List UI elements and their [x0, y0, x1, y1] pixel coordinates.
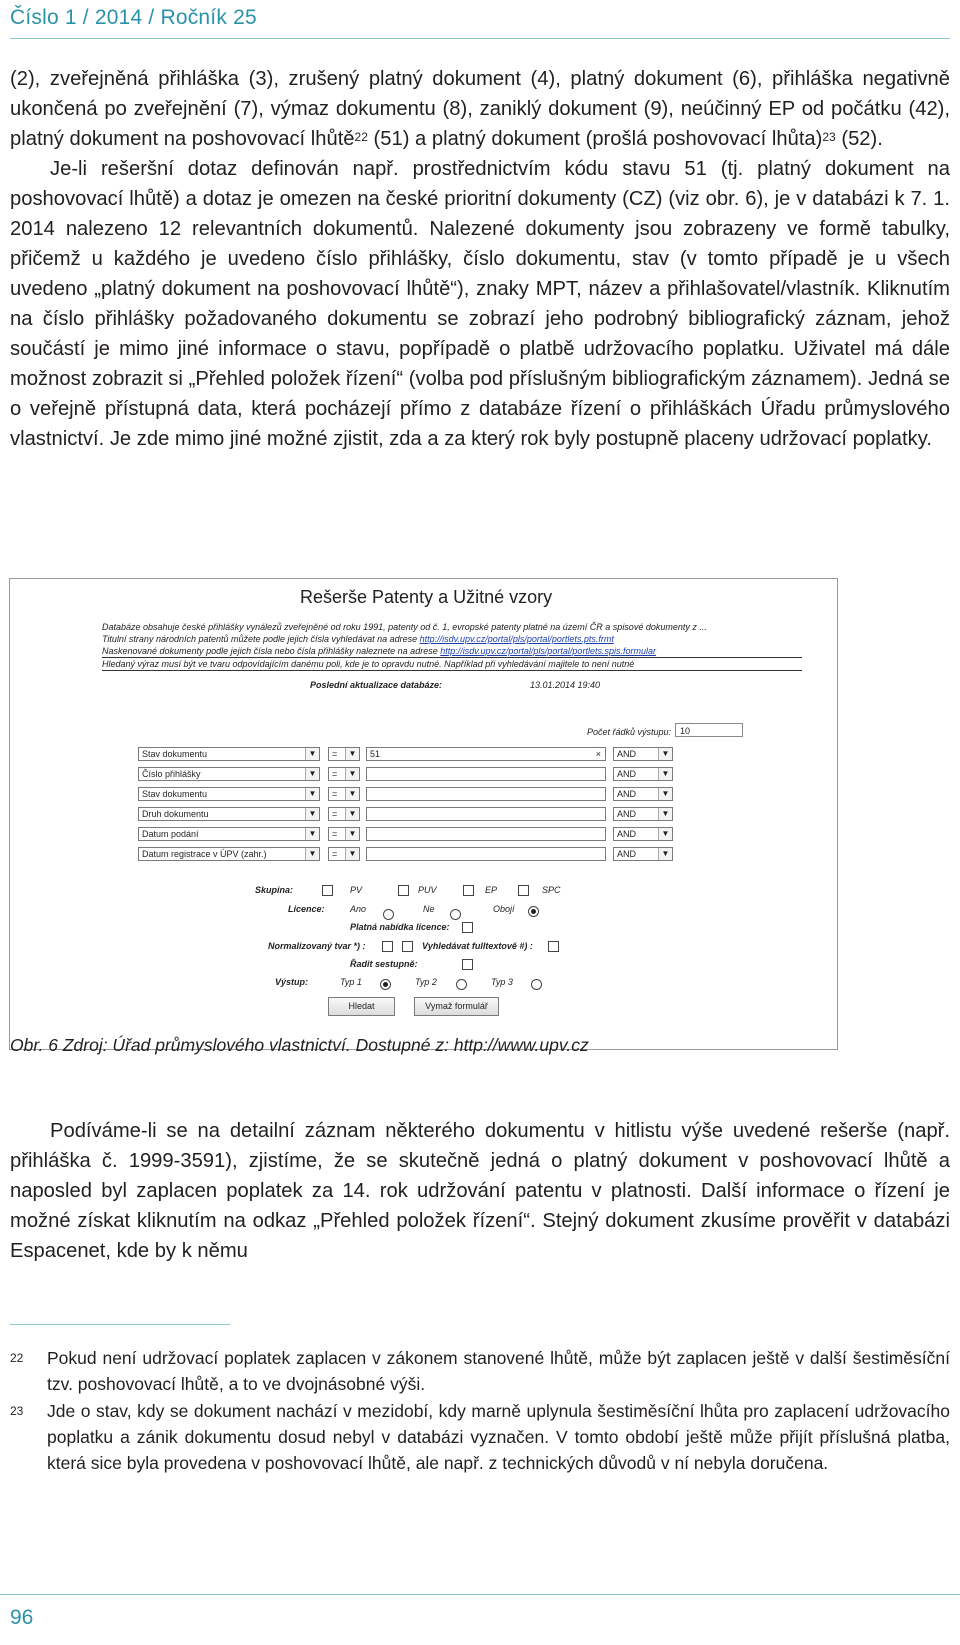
value-input[interactable] [366, 807, 606, 821]
p1b-text: (51) a platný dokument (prošlá poshovovací lhůta) [367, 128, 823, 150]
operator-select[interactable]: = ▼ [328, 807, 360, 821]
logic-select[interactable]: AND ▼ [613, 767, 673, 781]
running-header [10, 6, 950, 30]
value-input[interactable] [366, 767, 606, 781]
value-input[interactable] [366, 787, 606, 801]
field-select[interactable]: Stav dokumentu ▼ [138, 787, 320, 801]
paragraph-detail-record [10, 1116, 950, 1266]
licence-both-radio[interactable] [528, 906, 539, 917]
chevron-down-icon: ▼ [658, 768, 672, 780]
output-type1-radio[interactable] [380, 979, 391, 990]
output-type3-radio[interactable] [531, 979, 542, 990]
logic-select[interactable]: AND ▼ [613, 807, 673, 821]
journal-issue-title: Číslo 1 / 2014 / Ročník 25 [10, 6, 257, 29]
licence-yes-label: Ano [350, 904, 367, 914]
rows-count-input[interactable]: 10 [675, 723, 743, 737]
info-link-1[interactable]: http://isdv.upv.cz/portal/pls/portal/portlets.pts.frmt [419, 634, 614, 644]
last-update-label: Poslední aktualizace databáze: [310, 680, 443, 690]
group-ep-label: EP [485, 885, 498, 895]
header-rule [10, 38, 950, 39]
value-input[interactable] [366, 847, 606, 861]
footnote-ref-22[interactable]: 22 [354, 130, 368, 144]
paragraph-search-example: Je-li rešeršní dotaz definován např. prostřednictvím kódu stavu 51 (tj. platný dokument na poshovovací lhůtě) a dotaz je omezen na české prioritní dokumenty (CZ) (viz obr. 6), je v databázi k 7. 1. 2014 nalezeno 12 relevantních dokumentů. Nalezené dokumenty jsou zobrazeny ve formě tabulky, přičemž u každého je uvedeno číslo přihlášky, číslo dokumentu, stav (v tomto případě je u všech uvedeno „platný dokument na poshovovací lhůtě“), znaky MPT, název a přihlašovatel/vlastník. Kliknutím na číslo přihlášky požadovaného dokumentu se zobrazí jeho podrobný bibliografický záznam, jehož součástí je mimo jiné informace o stavu, popřípadě o platbě udržovacího poplatku. Uživatel má dále možnost zobrazit si „Přehled položek řízení“ (volba pod příslušným bibliografickým záznamem). Jedná se o veřejně přístupná data, která pocházejí přímo z databáze řízení o přihláškách Úřadu průmyslového vlastnictví. Je zde mimo jiné možné zjistit, zda a za který rok byly postupně placeny udržovací poplatky. [10, 158, 950, 450]
paragraph-status-codes [10, 64, 950, 454]
fulltext-label: Vyhledávat fulltextově #) : [422, 941, 533, 951]
group-spc-label: SPC [542, 885, 561, 895]
group-label: Skupina: [255, 885, 294, 895]
chevron-down-icon: ▼ [305, 808, 319, 820]
paragraph-detail-text: Podíváme-li se na detailní záznam některého dokumentu v hitlistu výše uvedené rešerše (např. přihláška č. 1999-3591), zjistíme, že se skutečně jedná o platný dokument v poshovovací lhůtě a naposled byl zaplacen poplatek za 14. rok udržování patentu v platnosti. Další informace o řízení je možné získat kliknutím na odkaz „Přehled položek řízení“. Stejný dokument zkusíme prověřit v databázi Espacenet, kde by k němu [10, 1120, 950, 1262]
form-title: Rešerše Patenty a Užitné vzory [300, 587, 553, 607]
output-type2-radio[interactable] [456, 979, 467, 990]
chevron-down-icon: ▼ [345, 828, 359, 840]
field-select[interactable]: Druh dokumentu ▼ [138, 807, 320, 821]
output-type2-label: Typ 2 [415, 977, 437, 987]
output-type3-label: Typ 3 [491, 977, 513, 987]
output-type1-label: Typ 1 [340, 977, 362, 987]
clear-form-button[interactable]: Vymaž formulář [414, 997, 499, 1016]
clear-icon[interactable]: × [595, 749, 601, 759]
fulltext-option-checkbox[interactable] [548, 941, 559, 952]
chevron-down-icon: ▼ [305, 848, 319, 860]
chevron-down-icon: ▼ [305, 828, 319, 840]
operator-select[interactable]: = ▼ [328, 787, 360, 801]
value-input[interactable]: 51 × [366, 747, 606, 761]
normalized-form-checkbox[interactable] [382, 941, 393, 952]
valid-licence-offer-checkbox[interactable] [462, 922, 473, 933]
info-line-3: Naskenované dokumenty podle jejich čísla nebo čísla přihlášky naleznete na adrese [102, 646, 441, 656]
footnote-number: 22 [10, 1351, 24, 1365]
field-select[interactable]: Datum podání ▼ [138, 827, 320, 841]
licence-yes-radio[interactable] [383, 909, 394, 920]
chevron-down-icon: ▼ [658, 828, 672, 840]
operator-select[interactable]: = ▼ [328, 847, 360, 861]
info-link-2[interactable]: http://isdv.upv.cz/portal/pls/portal/portlets.spis.formular [440, 646, 656, 656]
rows-count-label: Počet řádků výstupu: [587, 727, 672, 737]
output-label: Výstup: [275, 977, 309, 987]
logic-select[interactable]: AND ▼ [613, 847, 673, 861]
footnote-ref-23[interactable]: 23 [822, 130, 836, 144]
chevron-down-icon: ▼ [658, 788, 672, 800]
last-update-value: 13.01.2014 19:40 [530, 680, 601, 690]
group-spc-checkbox[interactable] [518, 885, 529, 896]
info-line-1: Databáze obsahuje české přihlášky vynálezů zveřejněné od roku 1991, patenty od č. 1, evropské patenty platné na území ČR a spisové dokumenty z ... [102, 622, 707, 632]
search-form-screenshot [9, 578, 838, 1050]
footer-rule [0, 1594, 960, 1595]
fulltext-checkbox[interactable] [402, 941, 413, 952]
licence-both-label: Obojí [493, 904, 515, 914]
chevron-down-icon: ▼ [658, 848, 672, 860]
group-puv-checkbox[interactable] [398, 885, 409, 896]
chevron-down-icon: ▼ [345, 848, 359, 860]
sort-desc-checkbox[interactable] [462, 959, 473, 970]
form-info-text [102, 621, 802, 671]
group-ep-checkbox[interactable] [463, 885, 474, 896]
chevron-down-icon: ▼ [305, 748, 319, 760]
logic-select[interactable]: AND ▼ [613, 787, 673, 801]
valid-licence-offer-label: Platná nabídka licence: [350, 922, 450, 932]
figure-caption: Obr. 6 Zdroj: Úřad průmyslového vlastnictví. Dostupné z: http://www.upv.cz [10, 1035, 589, 1055]
footnote-number: 23 [10, 1404, 24, 1418]
operator-select[interactable]: = ▼ [328, 767, 360, 781]
value-input[interactable] [366, 827, 606, 841]
group-pv-label: PV [350, 885, 363, 895]
normalized-form-label: Normalizovaný tvar *) : [268, 941, 366, 951]
sort-desc-label: Řadit sestupně: [350, 959, 418, 969]
footnote-separator [10, 1324, 230, 1325]
licence-no-label: Ne [423, 904, 435, 914]
group-pv-checkbox[interactable] [322, 885, 333, 896]
licence-label: Licence: [288, 904, 325, 914]
field-select[interactable]: Číslo přihlášky ▼ [138, 767, 320, 781]
licence-no-radio[interactable] [450, 909, 461, 920]
operator-select[interactable]: = ▼ [328, 827, 360, 841]
p1c-text: (52). [835, 128, 883, 150]
group-puv-label: PUV [418, 885, 437, 895]
logic-select[interactable]: AND ▼ [613, 747, 673, 761]
field-select[interactable]: Stav dokumentu ▼ [138, 747, 320, 761]
chevron-down-icon: ▼ [345, 748, 359, 760]
info-line-2: Titulní strany národních patentů můžete podle jejich čísla vyhledávat na adrese [102, 634, 420, 644]
chevron-down-icon: ▼ [658, 748, 672, 760]
chevron-down-icon: ▼ [658, 808, 672, 820]
chevron-down-icon: ▼ [305, 788, 319, 800]
page-number: 96 [10, 1606, 34, 1629]
footnote-23 [10, 1398, 950, 1502]
footnote-text: Pokud není udržovací poplatek zaplacen v zákonem stanovené lhůtě, může být zaplacen ještě v další šestiměsíční tzv. poshovovací lhůtě, a to ve dvojnásobné výši. [47, 1348, 950, 1394]
chevron-down-icon: ▼ [345, 788, 359, 800]
footnote-22 [10, 1345, 950, 1397]
chevron-down-icon: ▼ [345, 808, 359, 820]
search-button[interactable]: Hledat [328, 997, 395, 1016]
chevron-down-icon: ▼ [305, 768, 319, 780]
field-select[interactable]: Datum registrace v ÚPV (zahr.) ▼ [138, 847, 320, 861]
info-line-4: Hledaný výraz musí být ve tvaru odpovídajícím danému poli, kde je to opravdu nutné. Například při vyhledávání majitele to není nutné [102, 657, 802, 671]
footnote-text: Jde o stav, kdy se dokument nachází v mezidobí, kdy marně uplynula šestiměsíční lhůta pro zaplacení udržovacího poplatku a zánik dokumentu dosud nebyl v databázi vyznačen. V tomto období ještě může přijít příslušná platba, která sice byla provedena v poshovovací lhůtě, ale např. z technických důvodů v ní nebyla doručena. [47, 1401, 950, 1473]
operator-select[interactable]: = ▼ [328, 747, 360, 761]
logic-select[interactable]: AND ▼ [613, 827, 673, 841]
p1-text: (2), zveřejněná přihláška (3), zrušený platný dokument (4), platný dokument (6), přihláška negativně ukončená po zveřejnění (7), výmaz dokumentu (8), zaniklý dokument (9), neúčinný EP od počátku (42), platný dokument na poshovovací lhůtě [10, 68, 950, 150]
chevron-down-icon: ▼ [345, 768, 359, 780]
